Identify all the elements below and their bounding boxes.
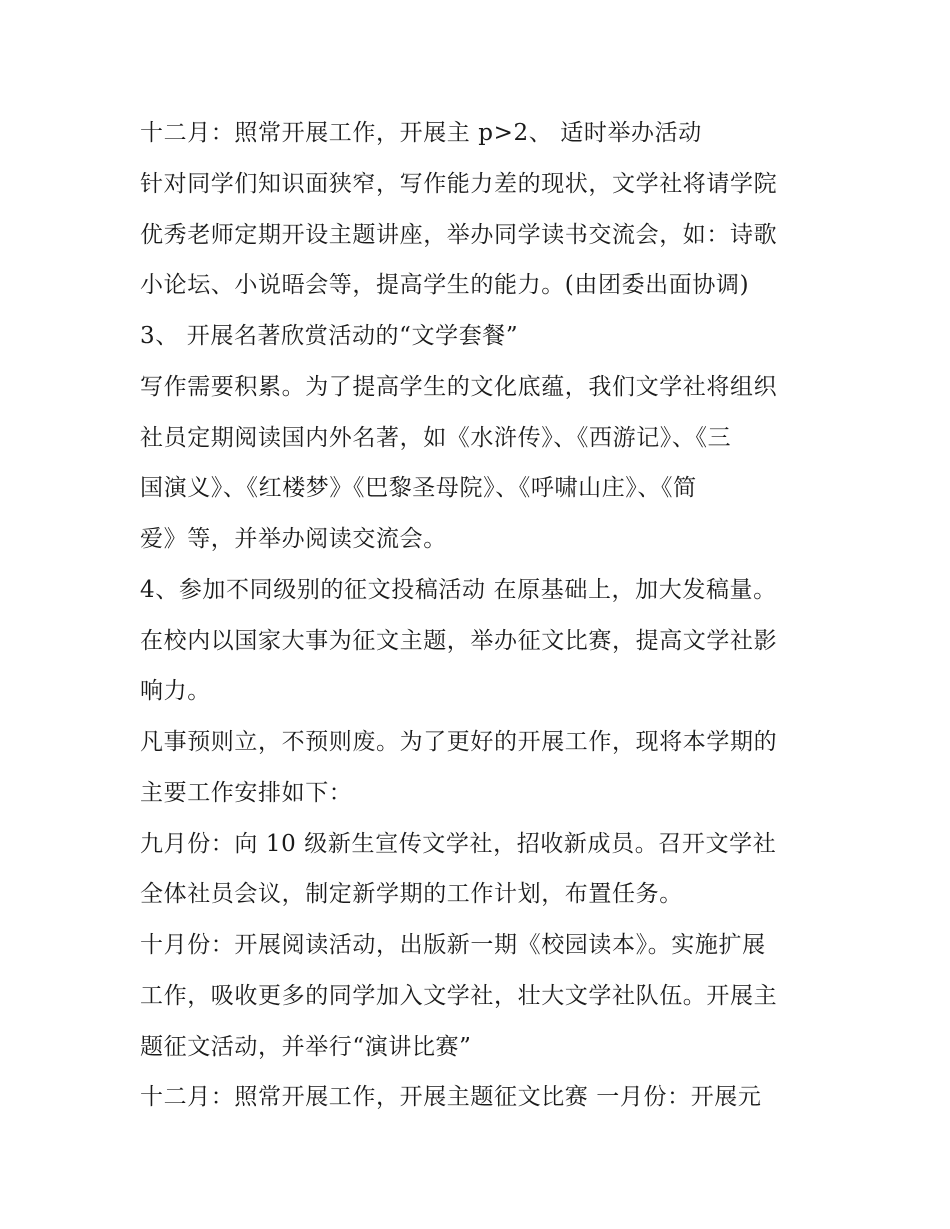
- text-line: 写作需要积累。为了提高学生的文化底蕴，我们文学社将组织: [140, 373, 778, 400]
- text-line: 十月份：开展阅读活动，出版新一期《校园读本》。实施扩展: [140, 932, 766, 958]
- text-line: 十二月：照常开展工作，开展主 p>2、 适时举办活动: [140, 120, 702, 146]
- text-line: 小论坛、小说晤会等，提高学生的能力。(由团委出面协调): [140, 272, 750, 299]
- text-line: 在校内以国家大事为征文主题，举办征文比赛，提高文学社影: [140, 627, 778, 654]
- text-line: 优秀老师定期开设主题讲座，举办同学读书交流会，如：诗歌: [140, 221, 778, 248]
- text-line: 爱》等，并举办阅读交流会。: [140, 526, 447, 552]
- text-line: 题征文活动，并举行“演讲比赛”: [140, 1033, 472, 1060]
- text-line: 社员定期阅读国内外名著，如《水浒传》、《西游记》、《三: [140, 424, 732, 451]
- text-line: 响力。: [140, 678, 211, 705]
- section-heading: 4、参加不同级别的征文投稿活动 在原基础上，加大发稿量。: [140, 576, 777, 603]
- text-line: 工作，吸收更多的同学加入文学社，壮大文学社队伍。开展主: [140, 982, 778, 1009]
- text-line: 国演义》、《红楼梦》《巴黎圣母院》、《呼啸山庄》、《简: [140, 475, 697, 502]
- text-line: 全体社员会议，制定新学期的工作计划，布置任务。: [140, 881, 683, 908]
- text-line: 九月份：向 10 级新生宣传文学社，招收新成员。召开文学社: [140, 830, 777, 857]
- section-heading: 3、 开展名著欣赏活动的“文学套餐”: [140, 323, 519, 349]
- text-line: 十二月：照常开展工作，开展主题征文比赛 一月份：开展元: [140, 1084, 762, 1111]
- text-line: 主要工作安排如下：: [140, 779, 353, 806]
- document-body: [140, 108, 830, 1123]
- text-line: 针对同学们知识面狭窄，写作能力差的现状，文学社将请学院: [140, 170, 778, 197]
- text-line: 凡事预则立，不预则废。为了更好的开展工作，现将本学期的: [140, 729, 778, 755]
